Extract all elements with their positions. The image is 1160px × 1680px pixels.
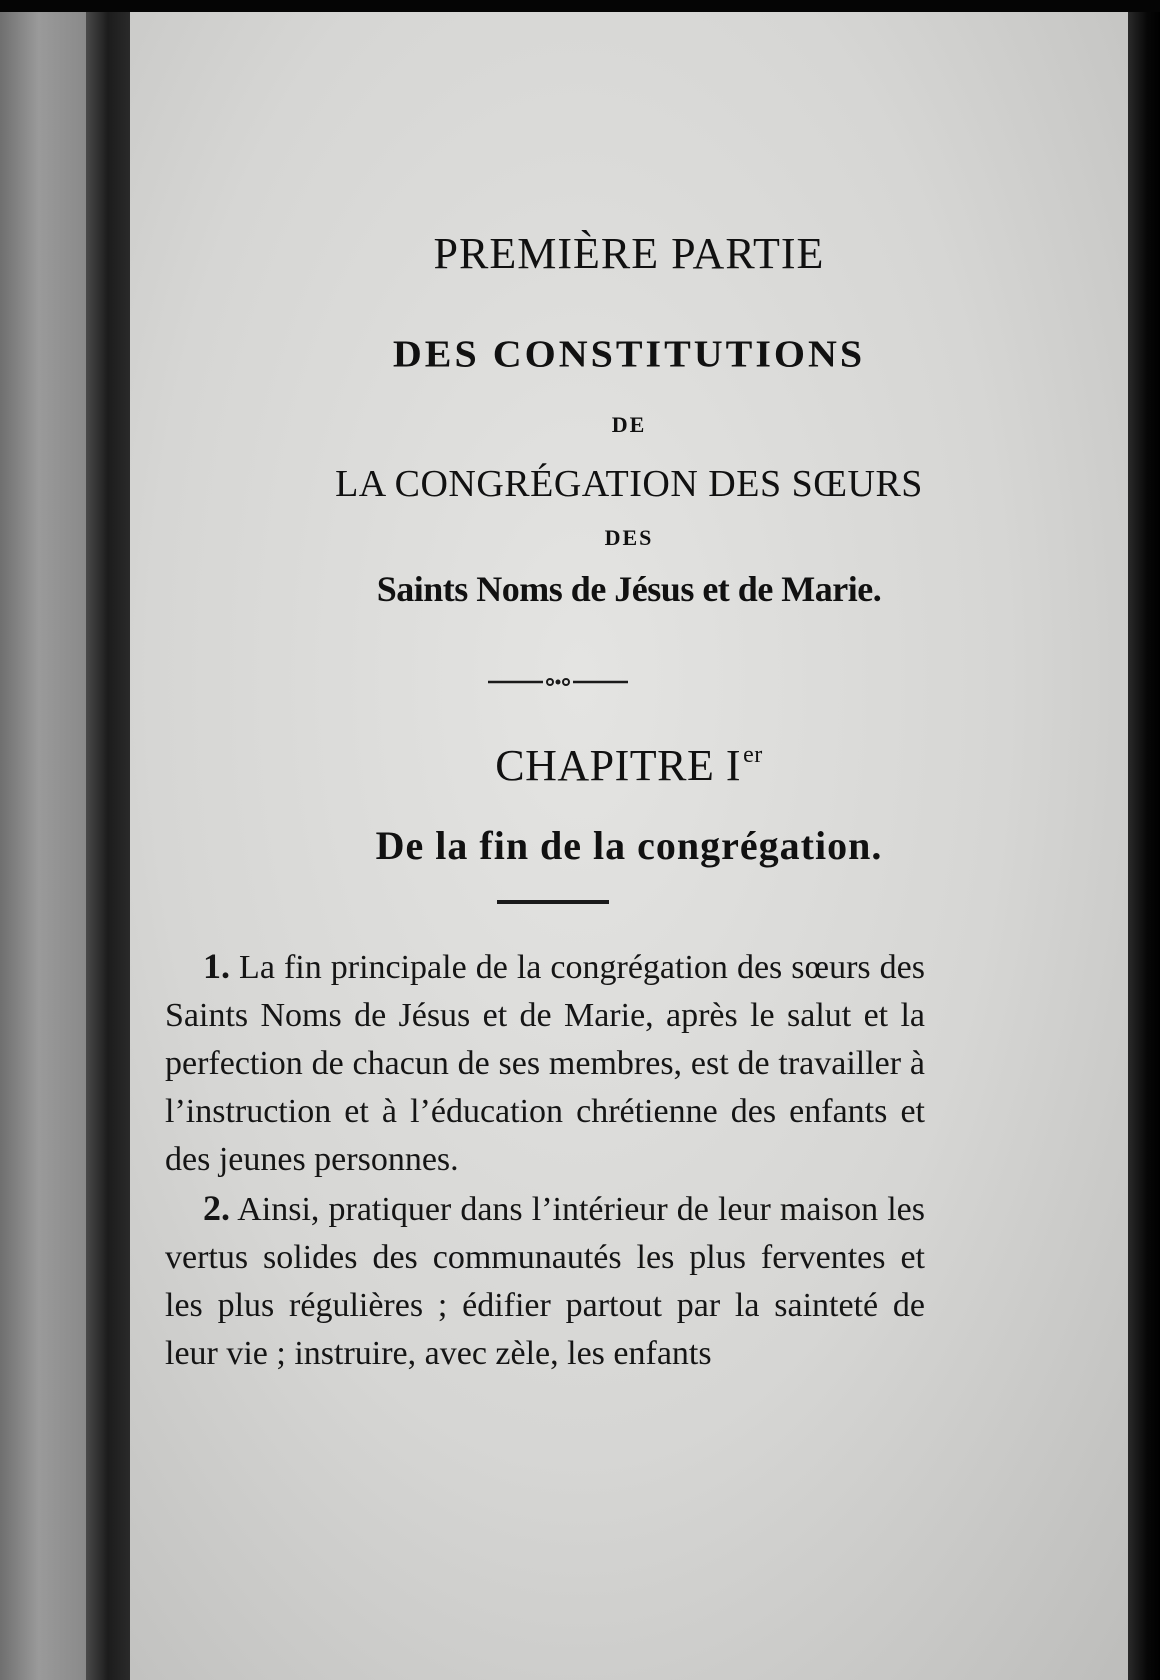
film-top-edge <box>0 0 1160 12</box>
title-des: DES <box>604 525 654 550</box>
chapter-heading <box>130 740 1128 791</box>
chapter-title: De la fin de la congrégation. <box>375 823 883 868</box>
book-gutter <box>86 12 130 1680</box>
congregation-title: LA CONGRÉGATION DES SŒURS <box>335 463 923 505</box>
facing-page-edge <box>0 12 86 1680</box>
paragraph-number: 2. <box>203 1188 230 1228</box>
constitutions-title: DES CONSTITUTIONS <box>392 332 866 375</box>
chapter-superscript: er <box>743 742 763 768</box>
paragraph-text: Ainsi, pratiquer dans l’intérieur de leur maison les vertus solides des communautés les plus ferventes et les plus régulières ; édifier partout par la sainteté de leur vie ; instruire, avec zèle, les enfants <box>165 1191 926 1372</box>
holy-names-title: Saints Noms de Jésus et de Marie. <box>376 569 882 609</box>
part-title: PREMIÈRE PARTIE <box>433 229 825 278</box>
section-rule <box>497 900 609 904</box>
ornament-divider <box>488 676 628 688</box>
body-text <box>165 942 925 1378</box>
paragraph <box>165 942 925 1184</box>
chapter-label: CHAPITRE I <box>495 741 742 790</box>
title-de: DE <box>611 412 647 437</box>
film-right-edge <box>1128 12 1160 1680</box>
paragraph <box>165 1184 925 1378</box>
paragraph-text: La fin principale de la congrégation des sœurs des Saints Noms de Jésus et de Marie, après le salut et la perfection de chacun de ses membres, est de travailler à l’instruction et à l’éducation chrétienne des enfants et des jeunes personnes. <box>165 949 925 1178</box>
paragraph-number: 1. <box>203 946 230 986</box>
